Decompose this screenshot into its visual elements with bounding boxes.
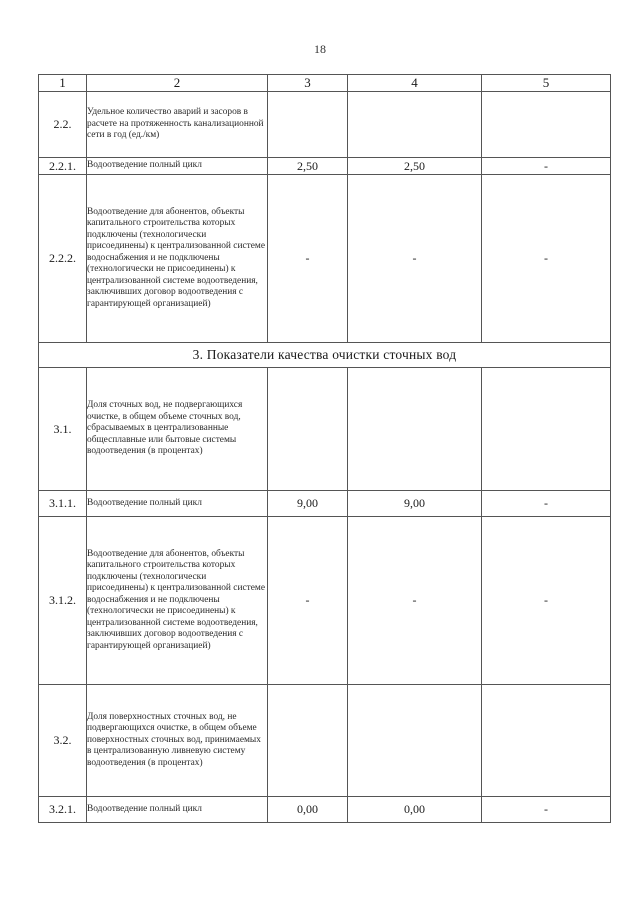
value-col-4 bbox=[348, 685, 482, 797]
row-description: Водоотведение полный цикл bbox=[87, 491, 268, 517]
table-row bbox=[39, 158, 611, 175]
value-col-5: - bbox=[482, 797, 611, 823]
table-row bbox=[39, 685, 611, 797]
row-number: 2.2.2. bbox=[39, 175, 87, 343]
value-col-5 bbox=[482, 685, 611, 797]
header-col-1: 1 bbox=[39, 75, 87, 92]
row-description: Водоотведение полный цикл bbox=[87, 158, 268, 175]
header-row bbox=[39, 75, 611, 92]
row-description: Удельное количество аварий и засоров в расчете на протяженность канализационной сети в год (ед./км) bbox=[87, 92, 268, 158]
row-number: 3.2.1. bbox=[39, 797, 87, 823]
row-description: Водоотведение для абонентов, объекты капитального строительства которых подключены (технологически присоединены) к централизованной системе водоснабжения и не подключены (технологически не присоединены) к централизованной системе водоотведения, заключивших договор водоотведения с гарантирующей организацией) bbox=[87, 517, 268, 685]
value-col-5: - bbox=[482, 175, 611, 343]
indicators-table bbox=[38, 74, 611, 823]
header-col-2: 2 bbox=[87, 75, 268, 92]
row-number: 2.2. bbox=[39, 92, 87, 158]
value-col-4: 2,50 bbox=[348, 158, 482, 175]
section-row bbox=[39, 343, 611, 368]
value-col-3: 2,50 bbox=[268, 158, 348, 175]
header-col-3: 3 bbox=[268, 75, 348, 92]
row-description: Водоотведение полный цикл bbox=[87, 797, 268, 823]
table-row bbox=[39, 517, 611, 685]
value-col-4: 0,00 bbox=[348, 797, 482, 823]
row-description: Доля сточных вод, не подвергающихся очистке, в общем объеме сточных вод, сбрасываемых в централизованные общесплавные или бытовые системы водоотведения (в процентах) bbox=[87, 368, 268, 491]
value-col-3: 9,00 bbox=[268, 491, 348, 517]
value-col-3: 0,00 bbox=[268, 797, 348, 823]
value-col-3: - bbox=[268, 175, 348, 343]
value-col-5: - bbox=[482, 491, 611, 517]
value-col-3 bbox=[268, 368, 348, 491]
value-col-4: 9,00 bbox=[348, 491, 482, 517]
row-number: 2.2.1. bbox=[39, 158, 87, 175]
table-row bbox=[39, 175, 611, 343]
value-col-5 bbox=[482, 368, 611, 491]
value-col-3 bbox=[268, 685, 348, 797]
value-col-3 bbox=[268, 92, 348, 158]
value-col-5: - bbox=[482, 158, 611, 175]
header-col-5: 5 bbox=[482, 75, 611, 92]
value-col-5: - bbox=[482, 517, 611, 685]
row-number: 3.1. bbox=[39, 368, 87, 491]
page-number: 18 bbox=[314, 42, 326, 56]
table-row bbox=[39, 92, 611, 158]
row-number: 3.1.1. bbox=[39, 491, 87, 517]
row-number: 3.1.2. bbox=[39, 517, 87, 685]
section-title: 3. Показатели качества очистки сточных вод bbox=[39, 343, 611, 368]
table-row bbox=[39, 797, 611, 823]
value-col-4 bbox=[348, 92, 482, 158]
value-col-3: - bbox=[268, 517, 348, 685]
row-description: Доля поверхностных сточных вод, не подвергающихся очистке, в общем объеме поверхностных сточных вод, принимаемых в централизованную ливневую систему водоотведения (в процентах) bbox=[87, 685, 268, 797]
value-col-4 bbox=[348, 368, 482, 491]
value-col-4: - bbox=[348, 175, 482, 343]
value-col-4: - bbox=[348, 517, 482, 685]
row-number: 3.2. bbox=[39, 685, 87, 797]
table-row bbox=[39, 368, 611, 491]
table-row bbox=[39, 491, 611, 517]
value-col-5 bbox=[482, 92, 611, 158]
header-col-4: 4 bbox=[348, 75, 482, 92]
row-description: Водоотведение для абонентов, объекты капитального строительства которых подключены (технологически присоединены) к централизованной системе водоснабжения и не подключены (технологически не присоединены) к централизованной системе водоотведения, заключивших договор водоотведения с гарантирующей организацией) bbox=[87, 175, 268, 343]
